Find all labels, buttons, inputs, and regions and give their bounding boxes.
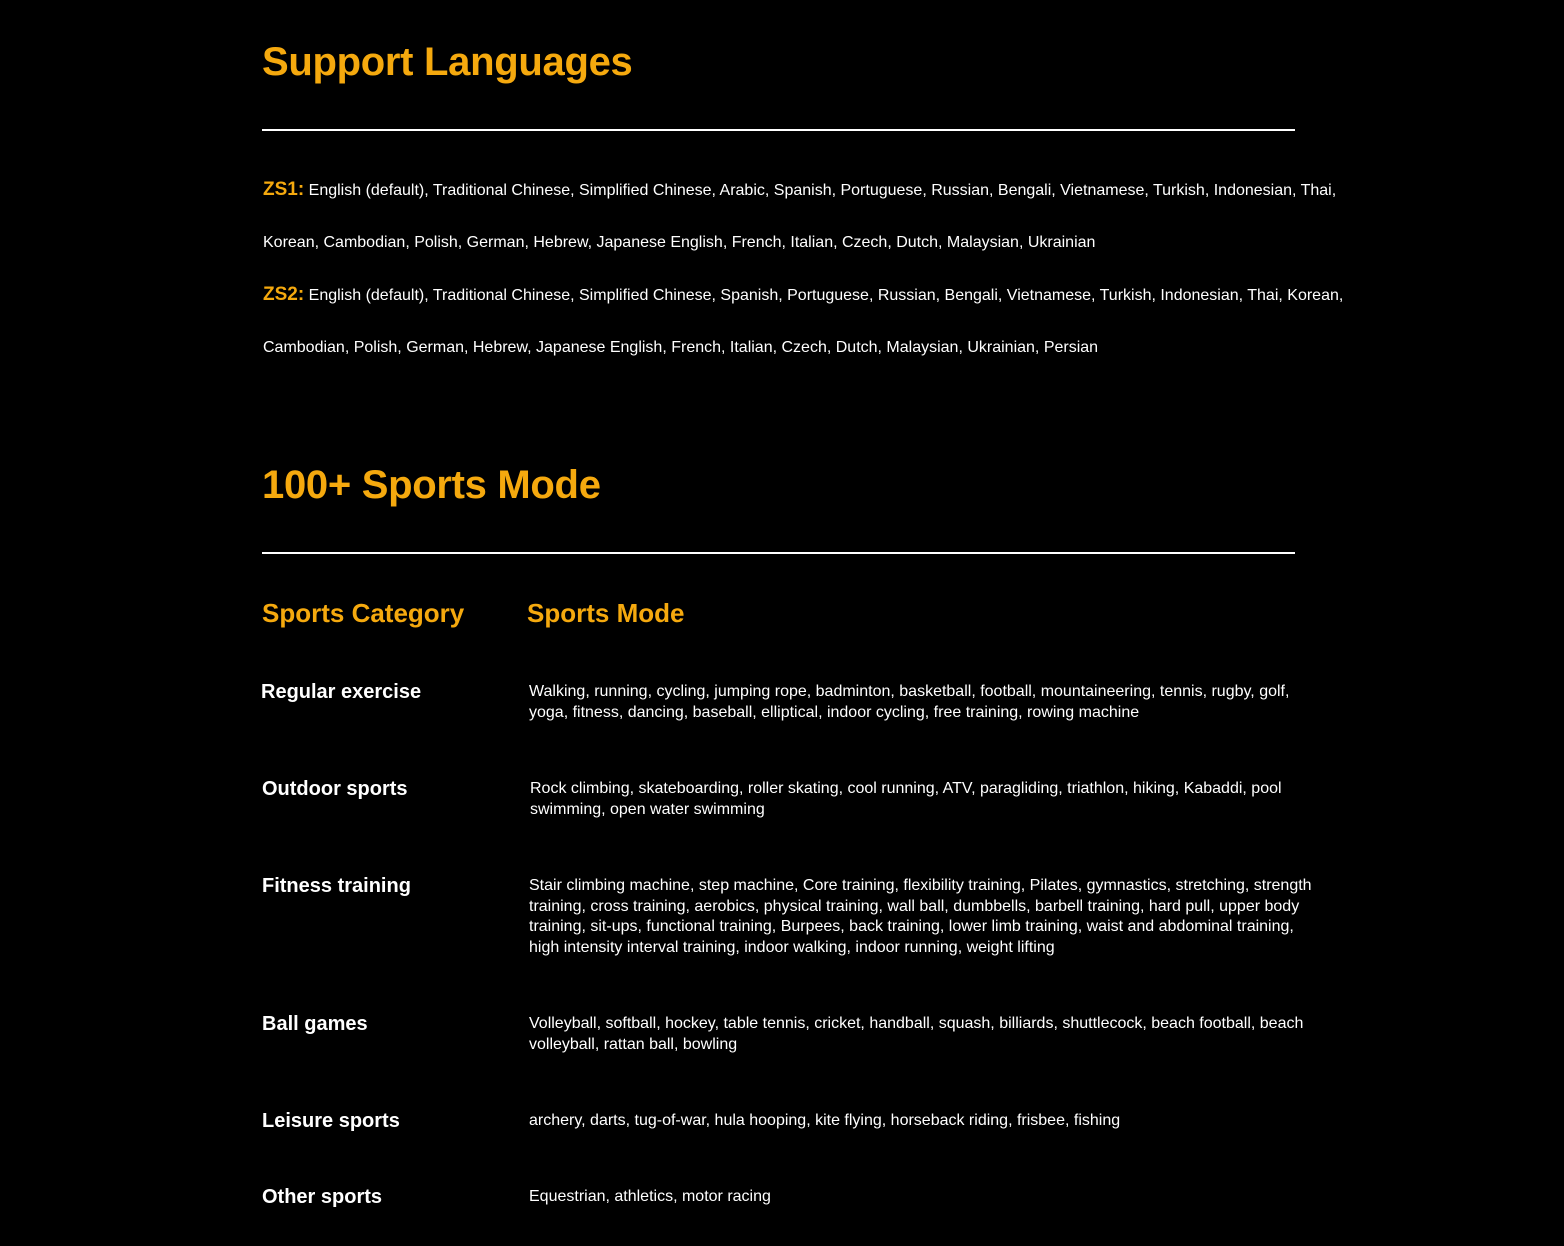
sports-divider bbox=[262, 552, 1295, 554]
languages-title: Support Languages bbox=[262, 40, 633, 84]
category-label: Leisure sports bbox=[262, 1110, 400, 1132]
zs1-languages: English (default), Traditional Chinese, Simplified Chinese, Arabic, Spanish, Portuguese, Russian, Bengali, Vietnamese, Turkish, Indonesian, Thai, Korean, Cambodian, Polish, German, Hebrew, Japanese English, French, Italian, Czech, Dutch, Malaysian, Ukrainian bbox=[263, 182, 1337, 251]
mode-list: archery, darts, tug-of-war, hula hooping, kite flying, horseback riding, frisbee, fishing bbox=[529, 1112, 1121, 1129]
category-label: Ball games bbox=[262, 1013, 368, 1035]
sports-mode-header: Sports Mode bbox=[527, 598, 685, 628]
zs2-label: ZS2: bbox=[263, 284, 305, 305]
category-label: Fitness training bbox=[262, 875, 411, 897]
mode-list: Walking, running, cycling, jumping rope, badminton, basketball, football, mountaineering, tennis, rugby, golf, yoga, fitness, dancing, baseball, elliptical, indoor cycling, free training, rowing machine bbox=[529, 683, 1290, 721]
sports-category-header: Sports Category bbox=[262, 598, 465, 628]
mode-list: Rock climbing, skateboarding, roller skating, cool running, ATV, paragliding, triathlon, hiking, Kabaddi, pool swimming, open water swimming bbox=[530, 780, 1282, 818]
mode-list: Volleyball, softball, hockey, table tennis, cricket, handball, squash, billiards, shuttlecock, beach football, beach volleyball, rattan ball, bowling bbox=[529, 1015, 1304, 1053]
category-label: Other sports bbox=[262, 1186, 383, 1208]
category-label: Regular exercise bbox=[261, 681, 422, 703]
languages-divider bbox=[262, 129, 1295, 131]
zs1-label: ZS1: bbox=[263, 179, 305, 200]
sports-title: 100+ Sports Mode bbox=[262, 463, 601, 507]
zs1-language-list bbox=[263, 164, 1353, 269]
mode-list: Equestrian, athletics, motor racing bbox=[529, 1188, 771, 1205]
zs2-languages: English (default), Traditional Chinese, Simplified Chinese, Spanish, Portuguese, Russian, Bengali, Vietnamese, Turkish, Indonesian, Thai, Korean, Cambodian, Polish, German, Hebrew, Japanese English, French, Italian, Czech, Dutch, Malaysian, Ukrainian, Persian bbox=[263, 287, 1344, 356]
zs2-language-list bbox=[263, 269, 1353, 374]
category-label: Outdoor sports bbox=[262, 778, 408, 800]
mode-list: Stair climbing machine, step machine, Core training, flexibility training, Pilates, gymnastics, stretching, strength training, cross training, aerobics, physical training, wall ball, dumbbells, barbell training, hard pull, upper body training, sit-ups, functional training, Burpees, back training, lower limb training, waist and abdominal training, high intensity interval training, indoor walking, indoor running, weight lifting bbox=[529, 877, 1312, 956]
